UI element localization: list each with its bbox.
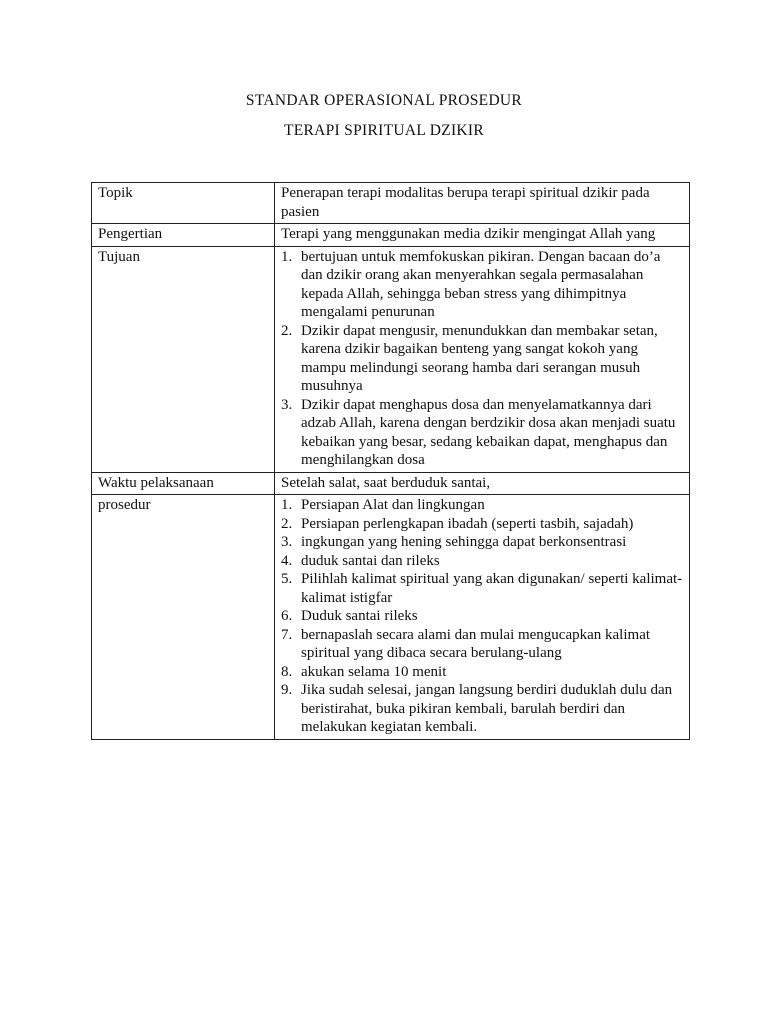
value-pengertian: Terapi yang menggunakan media dzikir mengingat Allah yang [275, 224, 690, 247]
list-item [281, 533, 683, 552]
item-number: 3. [281, 396, 293, 413]
item-text: bertujuan untuk memfokuskan pikiran. Dengan bacaan do’a dan dzikir orang akan menyerahkan segala permasalahan kepada Allah, sehingga beban stress yang dihimpitnya mengalami penurunan [301, 248, 661, 320]
item-text: bernapaslah secara alami dan mulai mengucapkan kalimat spiritual yang dibaca secara berulang-ulang [301, 626, 651, 661]
item-text: Dzikir dapat menghapus dosa dan menyelamatkannya dari adzab Allah, karena dengan berdzikir dosa akan menjadi suatu kebaikan yang besar, sedang kebaikan dapat, menghapus dan menghilangkan dosa [301, 396, 676, 468]
document-subtitle: TERAPI SPIRITUAL DZIKIR [283, 122, 485, 139]
item-number: 2. [281, 322, 293, 339]
item-text: Dzikir dapat mengusir, menundukkan dan membakar setan, karena dzikir bagaikan benteng yang sangat kokoh yang mampu melindungi seorang hamba dari serangan musuh musuhnya [301, 322, 658, 394]
item-number: 5. [281, 571, 293, 587]
list-item [281, 396, 683, 470]
list-item [281, 681, 683, 737]
item-number: 8. [281, 663, 293, 680]
row-pengertian [92, 224, 690, 247]
item-number: 1. [281, 497, 293, 513]
list-item [281, 663, 683, 682]
item-number: 1. [281, 248, 293, 265]
document-title: STANDAR OPERASIONAL PROSEDUR [245, 92, 523, 109]
label-topik: Topik [92, 183, 275, 224]
item-number: 9. [281, 682, 293, 698]
item-number: 3. [281, 534, 293, 550]
value-tujuan [275, 246, 690, 472]
list-item [281, 570, 683, 607]
item-number: 6. [281, 608, 293, 624]
label-tujuan: Tujuan [92, 246, 275, 472]
item-text: duduk santai dan rileks [301, 552, 440, 569]
item-text: akukan selama 10 menit [301, 663, 447, 680]
item-text: Persiapan Alat dan lingkungan [301, 497, 485, 513]
item-text: Duduk santai rileks [301, 608, 418, 624]
label-waktu: Waktu pelaksanaan [92, 472, 275, 495]
item-text: ingkungan yang hening sehingga dapat berkonsentrasi [301, 534, 627, 550]
list-item [281, 322, 683, 396]
prosedur-list [281, 496, 683, 737]
tujuan-list [281, 248, 683, 470]
list-item [281, 248, 683, 322]
row-waktu [92, 472, 690, 495]
value-prosedur [275, 495, 690, 740]
value-waktu: Setelah salat, saat berduduk santai, [275, 472, 690, 495]
list-item [281, 515, 683, 534]
row-prosedur [92, 495, 690, 740]
row-topik [92, 183, 690, 224]
label-pengertian: Pengertian [92, 224, 275, 247]
list-item [281, 607, 683, 626]
list-item [281, 496, 683, 515]
sop-table [91, 182, 690, 740]
list-item [281, 626, 683, 663]
list-item [281, 552, 683, 571]
item-number: 7. [281, 626, 293, 643]
item-number: 4. [281, 552, 293, 569]
row-tujuan [92, 246, 690, 472]
item-text: Pilihlah kalimat spiritual yang akan digunakan/ seperti kalimat-kalimat istigfar [301, 571, 683, 606]
value-topik: Penerapan terapi modalitas berupa terapi spiritual dzikir pada pasien [275, 183, 690, 224]
item-text: Jika sudah selesai, jangan langsung berdiri duduklah dulu dan beristirahat, buka pikiran kembali, barulah berdiri dan melakukan kegiatan kembali. [301, 682, 673, 735]
item-number: 2. [281, 515, 293, 532]
item-text: Persiapan perlengkapan ibadah (seperti tasbih, sajadah) [301, 515, 634, 532]
label-prosedur: prosedur [92, 495, 275, 740]
